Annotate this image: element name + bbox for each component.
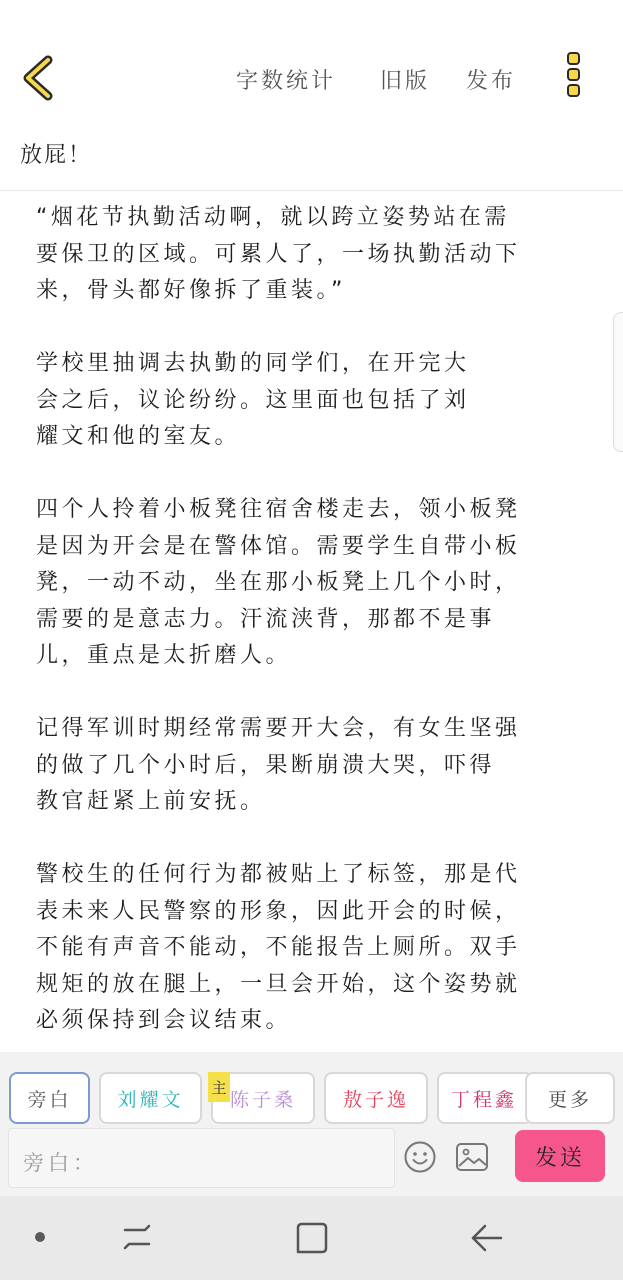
image-button[interactable] <box>455 1142 489 1172</box>
smiley-icon <box>403 1140 437 1174</box>
paragraph: 四个人拎着小板凳往宿舍楼走去，领小板凳 是因为开会是在警体馆。需要学生自带小板 凳，一动不动，坐在那小板凳上几个小时， 需要的是意志力。汗流浃背，那都不是事 儿，重点是太折磨人。 <box>36 497 521 668</box>
scroll-handle[interactable] <box>613 312 623 452</box>
emoji-button[interactable] <box>403 1140 437 1174</box>
character-chip-label: 敖子逸 <box>342 1088 409 1111</box>
nav-dot[interactable] <box>35 1232 45 1242</box>
home-icon <box>292 1218 332 1258</box>
character-chip-narrator[interactable] <box>9 1072 90 1124</box>
character-chip-ding-chengxin[interactable] <box>437 1072 533 1124</box>
vertical-dots-icon <box>560 52 586 97</box>
divider <box>0 190 623 191</box>
character-chip-label: 陈子桑 <box>229 1088 296 1111</box>
input-placeholder: 旁白： <box>23 1151 98 1175</box>
host-badge: 主 <box>208 1072 230 1102</box>
paragraph: “烟花节执勤活动啊，就以跨立姿势站在需 要保卫的区域。可累人了，一场执勤活动下 来，骨头都好像拆了重装。” <box>36 205 521 303</box>
story-content[interactable] <box>36 200 596 1050</box>
paragraph: 记得军训时期经常需要开大会，有女生坚强 的做了几个小时后，果断崩溃大哭，吓得 教官赶紧上前安抚。 <box>36 716 521 814</box>
home-button[interactable] <box>292 1218 332 1258</box>
recents-button[interactable] <box>117 1218 157 1258</box>
character-chip-liu-yaowen[interactable] <box>99 1072 202 1124</box>
more-menu-button[interactable] <box>560 52 586 104</box>
image-icon <box>455 1142 489 1172</box>
character-chip-label: 刘耀文 <box>117 1088 184 1111</box>
recents-icon <box>117 1218 157 1258</box>
back-button[interactable] <box>14 52 66 104</box>
paragraph: 学校里抽调去执勤的同学们，在开完大 会之后，议论纷纷。这里面也包括了刘 耀文和他的室友。 <box>36 351 470 449</box>
top-bar <box>0 0 623 130</box>
chevron-left-icon <box>14 52 66 104</box>
publish-button[interactable]: 发布 <box>466 69 517 94</box>
back-nav-button[interactable] <box>467 1218 507 1258</box>
old-version-button[interactable]: 旧版 <box>380 69 431 94</box>
word-count-button[interactable]: 字数统计 <box>236 69 337 94</box>
character-chip-label: 丁程鑫 <box>450 1088 517 1111</box>
more-label: 更多 <box>547 1088 592 1111</box>
message-input[interactable] <box>8 1128 395 1188</box>
paragraph: 警校生的任何行为都被贴上了标签，那是代 表未来人民警察的形象，因此开会的时候， 不能有声音不能动，不能报告上厕所。双手 规矩的放在腿上，一旦会开始，这个姿势就 必须保持到会议结束。 <box>36 862 521 1033</box>
send-button[interactable]: 发送 <box>515 1130 605 1182</box>
character-chip-ao-ziyi[interactable] <box>324 1072 428 1124</box>
character-chip-label: 旁白 <box>27 1088 72 1111</box>
more-characters-button[interactable] <box>525 1072 615 1124</box>
system-nav-bar <box>0 1196 623 1280</box>
back-arrow-icon <box>467 1218 507 1258</box>
chapter-title[interactable]: 放屁！ <box>20 143 93 168</box>
